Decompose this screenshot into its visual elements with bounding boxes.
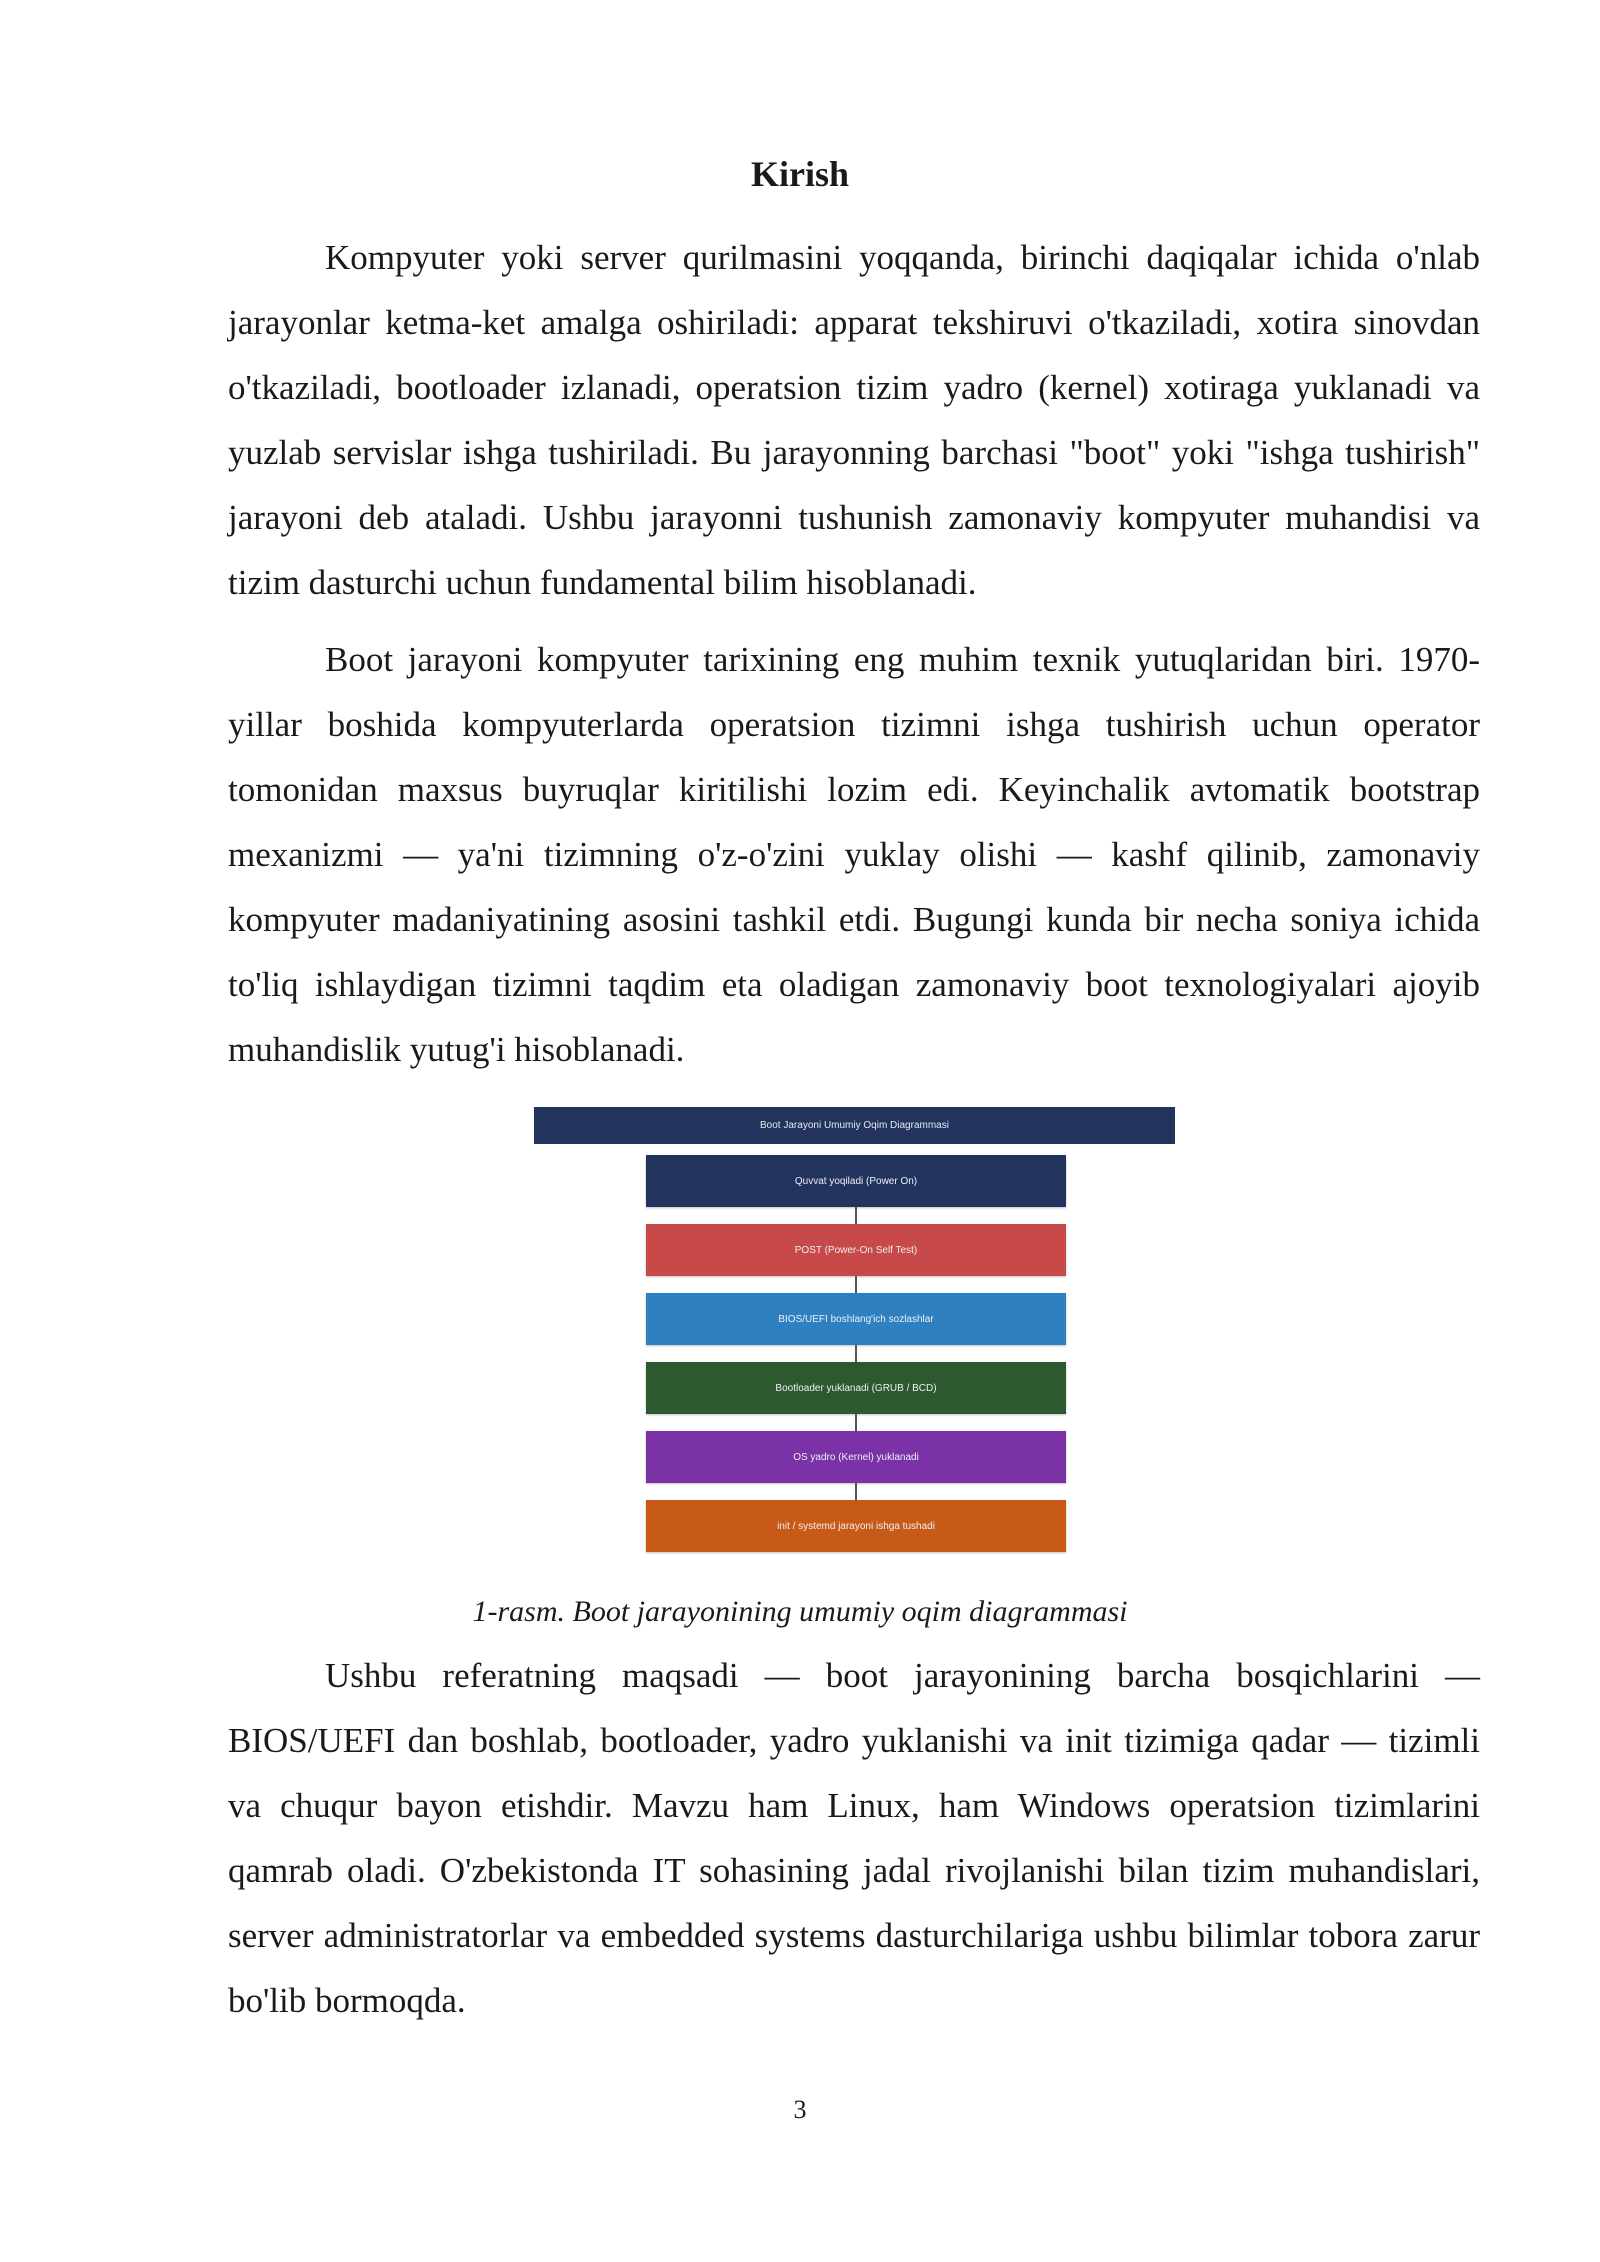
- section-heading: Kirish: [750, 154, 849, 194]
- intro-paragraph-1: Kompyuter yoki server qurilmasini yoqqanda, birinchi daqiqalar ichida o'nlab jarayonlar ketma-ket amalga oshiriladi: apparat tekshiruvi o'tkaziladi, xotira sinovdan o'tkaziladi, bootloader izlanadi, operatsion tizim yadro (kernel) xotiraga yuklanadi va yuzlab servislar ishga tushiriladi. Bu jarayonning barchasi "boot" yoki "ishga tushirish" jarayoni deb ataladi. Ushbu jarayonni tushunish zamonaviy kompyuter muhandisi va tizim dasturchi uchun fundamental bilim hisoblanadi.: [228, 238, 1480, 602]
- diagram-step-post: POST (Power-On Self Test): [646, 1224, 1066, 1276]
- page-number: 3: [793, 2095, 807, 2124]
- boot-flow-diagram: [534, 1107, 1175, 1557]
- diagram-connector: [855, 1207, 857, 1224]
- diagram-connector: [855, 1414, 857, 1431]
- diagram-step-bios-uefi: BIOS/UEFI boshlang'ich sozlashlar: [646, 1293, 1066, 1345]
- diagram-step-bootloader: Bootloader yuklanadi (GRUB / BCD): [646, 1362, 1066, 1414]
- diagram-step-power-on: Quvvat yoqiladi (Power On): [646, 1155, 1066, 1207]
- intro-paragraph-2: Boot jarayoni kompyuter tarixining eng muhim texnik yutuqlaridan biri. 1970-yillar boshida kompyuterlarda operatsion tizimni ishga tushirish uchun operator tomonidan maxsus buyruqlar kiritilishi lozim edi. Keyinchalik avtomatik bootstrap mexanizmi — ya'ni tizimning o'z-o'zini yuklay olishi — kashf qilinib, zamonaviy kompyuter madaniyatining asosini tashkil etdi. Bugungi kunda bir necha soniya ichida to'liq ishlaydigan tizimni taqdim eta oladigan zamonaviy boot texnologiyalari ajoyib muhandislik yutug'i hisoblanadi.: [228, 640, 1480, 1069]
- diagram-connector: [855, 1345, 857, 1362]
- figure-caption: 1-rasm. Boot jarayonining umumiy oqim diagrammasi: [472, 1595, 1128, 1628]
- diagram-connector: [855, 1483, 857, 1500]
- diagram-step-init: init / systemd jarayoni ishga tushadi: [646, 1500, 1066, 1552]
- diagram-step-kernel: OS yadro (Kernel) yuklanadi: [646, 1431, 1066, 1483]
- diagram-title-bar: Boot Jarayoni Umumiy Oqim Diagrammasi: [534, 1107, 1175, 1144]
- intro-paragraph-3: Ushbu referatning maqsadi — boot jarayonining barcha bosqichlarini — BIOS/UEFI dan boshlab, bootloader, yadro yuklanishi va init tizimiga qadar — tizimli va chuqur bayon etishdir. Mavzu ham Linux, ham Windows operatsion tizimlarini qamrab oladi. O'zbekistonda IT sohasining jadal rivojlanishi bilan tizim muhandislari, server administratorlar va embedded systems dasturchilariga ushbu bilimlar tobora zarur bo'lib bormoqda.: [228, 1656, 1480, 2020]
- diagram-connector: [855, 1276, 857, 1293]
